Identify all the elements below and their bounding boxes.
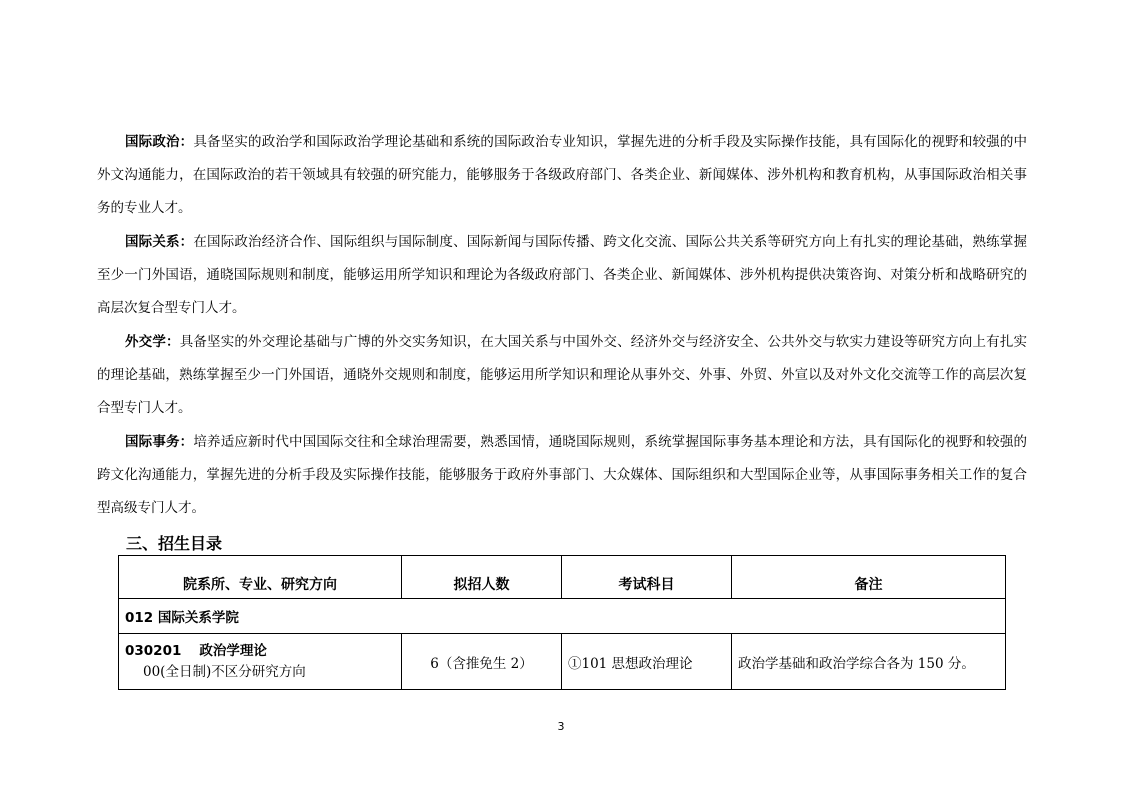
quota-cell: 6（含推免生 2） <box>402 634 562 690</box>
header-note: 备注 <box>732 556 1006 599</box>
research-direction: 00(全日制)不区分研究方向 <box>143 663 306 680</box>
section-heading: 三、招生目录 <box>126 534 223 553</box>
paragraph-text: 具备坚实的外交理论基础与广博的外交实务知识，在大国关系与中国外交、经济外交与经济安全、公共外交与软实力建设等研究方向上有扎实的理论基础，熟练掌握至少一门外国语，通晓外交规则和制度，能够运用所学知识和理论从事外交、外事、外贸、外宣以及对外文化交流等工作的高层次复合型专门人才。 <box>97 334 1028 416</box>
table-header-row <box>119 556 1006 599</box>
page-number: 3 <box>557 720 565 733</box>
note-cell: 政治学基础和政治学综合各为 150 分。 <box>732 634 1006 690</box>
paragraph-diplomacy <box>97 326 1027 425</box>
major-title <box>125 641 395 661</box>
college-name: 012 国际关系学院 <box>119 599 1006 634</box>
table-row-college <box>119 599 1006 634</box>
major-code: 030201 <box>125 642 182 659</box>
paragraph-text: 具备坚实的政治学和国际政治学理论基础和系统的国际政治专业知识，掌握先进的分析手段及实际操作技能，具有国际化的视野和较强的中外文沟通能力，在国际政治的若干领域具有较强的研究能力，能够服务于各级政府部门、各类企业、新闻媒体、涉外机构和教育机构，从事国际政治相关事务的专业人才。 <box>97 134 1028 216</box>
paragraph-term: 外交学： <box>125 334 180 350</box>
header-quota: 拟招人数 <box>402 556 562 599</box>
table-row <box>119 634 1006 690</box>
paragraph-international-relations <box>97 226 1027 325</box>
paragraph-term: 国际关系： <box>125 234 194 250</box>
exam-cell: ①101 思想政治理论 <box>562 634 732 690</box>
paragraph-international-politics <box>97 126 1027 225</box>
paragraph-term: 国际事务： <box>125 434 194 450</box>
paragraph-text: 培养适应新时代中国国际交往和全球治理需要，熟悉国情，通晓国际规则，系统掌握国际事务基本理论和方法，具有国际化的视野和较强的跨文化沟通能力，掌握先进的分析手段及实际操作技能，能够服务于政府外事部门、大众媒体、国际组织和大型国际企业等，从事国际事务相关工作的复合型高级专门人才。 <box>97 434 1028 516</box>
enrollment-catalog-table <box>118 555 1006 690</box>
header-exam: 考试科目 <box>562 556 732 599</box>
paragraph-term: 国际政治： <box>125 134 194 150</box>
major-cell <box>119 634 402 690</box>
header-department: 院系所、专业、研究方向 <box>119 556 402 599</box>
major-name: 政治学理论 <box>199 642 267 659</box>
paragraph-text: 在国际政治经济合作、国际组织与国际制度、国际新闻与国际传播、跨文化交流、国际公共关系等研究方向上有扎实的理论基础，熟练掌握至少一门外国语，通晓国际规则和制度，能够运用所学知识和理论为各级政府部门、各类企业、新闻媒体、涉外机构提供决策咨询、对策分析和战略研究的高层次复合型专门人才。 <box>97 234 1028 316</box>
paragraph-international-affairs <box>97 426 1027 525</box>
